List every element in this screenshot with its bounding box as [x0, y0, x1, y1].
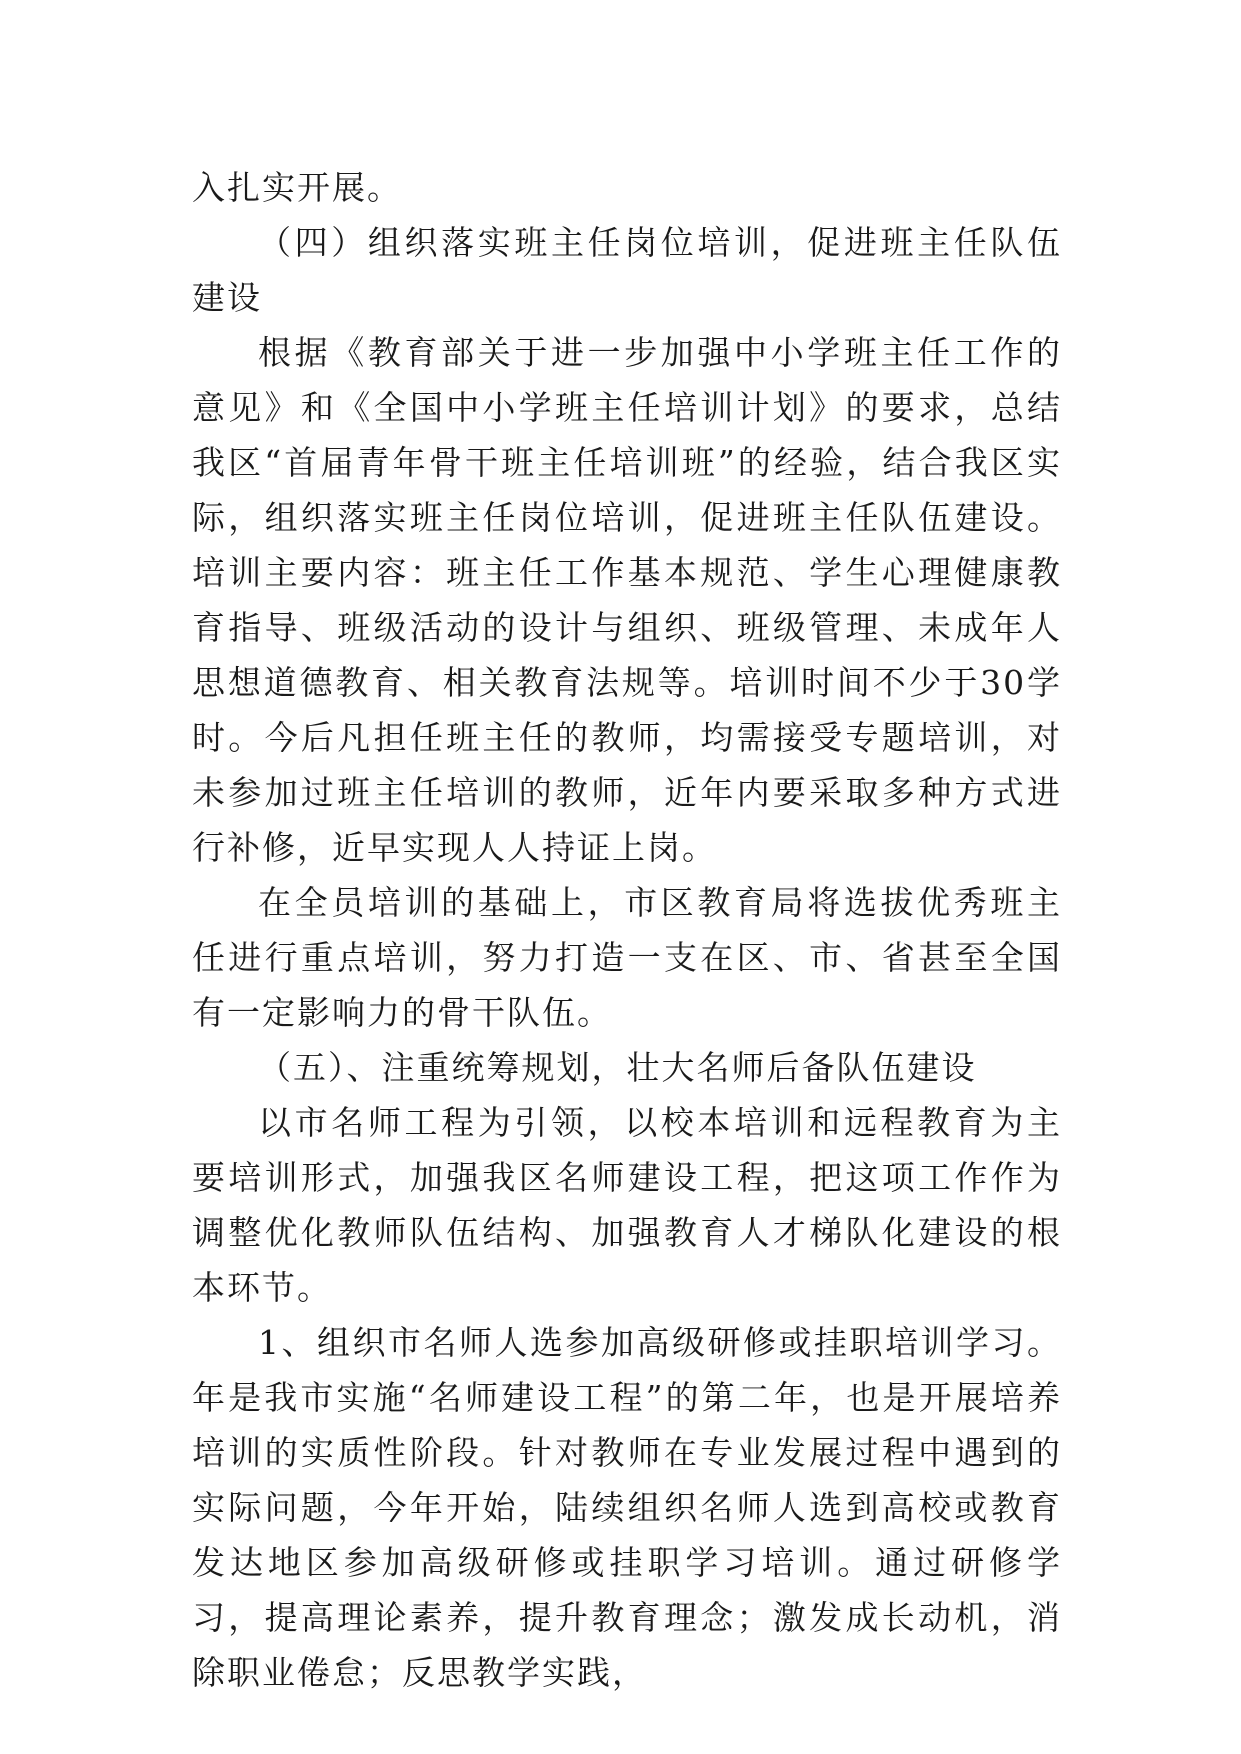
document-body — [192, 160, 1062, 1700]
paragraph-continuation: 入扎实开展。 — [192, 168, 402, 207]
paragraph: 以市名师工程为引领，以校本培训和远程教育为主要培训形式，加强我区名师建设工程，把这项工作作为调整优化教师队伍结构、加强教育人才梯队化建设的根本环节。 — [192, 1103, 1062, 1307]
paragraph: 1、组织市名师人选参加高级研修或挂职培训学习。年是我市实施“名师建设工程”的第二年，也是开展培养培训的实质性阶段。针对教师在专业发展过程中遇到的实际问题，今年开始，陆续组织名师人选到高校或教育发达地区参加高级研修或挂职学习培训。通过研修学习，提高理论素养，提升教育理念；激发成长动机，消除职业倦怠；反思教学实践， — [192, 1323, 1062, 1692]
paragraph: 在全员培训的基础上，市区教育局将选拔优秀班主任进行重点培训，努力打造一支在区、市、省甚至全国有一定影响力的骨干队伍。 — [192, 883, 1062, 1032]
paragraph: 根据《教育部关于进一步加强中小学班主任工作的意见》和《全国中小学班主任培训计划》的要求，总结我区“首届青年骨干班主任培训班”的经验，结合我区实际，组织落实班主任岗位培训，促进班主任队伍建设。培训主要内容：班主任工作基本规范、学生心理健康教育指导、班级活动的设计与组织、班级管理、未成年人思想道德教育、相关教育法规等。培训时间不少于30学时。今后凡担任班主任的教师，均需接受专题培训，对未参加过班主任培训的教师，近年内要采取多种方式进行补修，近早实现人人持证上岗。 — [192, 333, 1062, 867]
section-heading-5: （五）、注重统筹规划，壮大名师后备队伍建设 — [258, 1048, 977, 1087]
section-heading-4: （四）组织落实班主任岗位培训，促进班主任队伍建设 — [192, 223, 1062, 317]
